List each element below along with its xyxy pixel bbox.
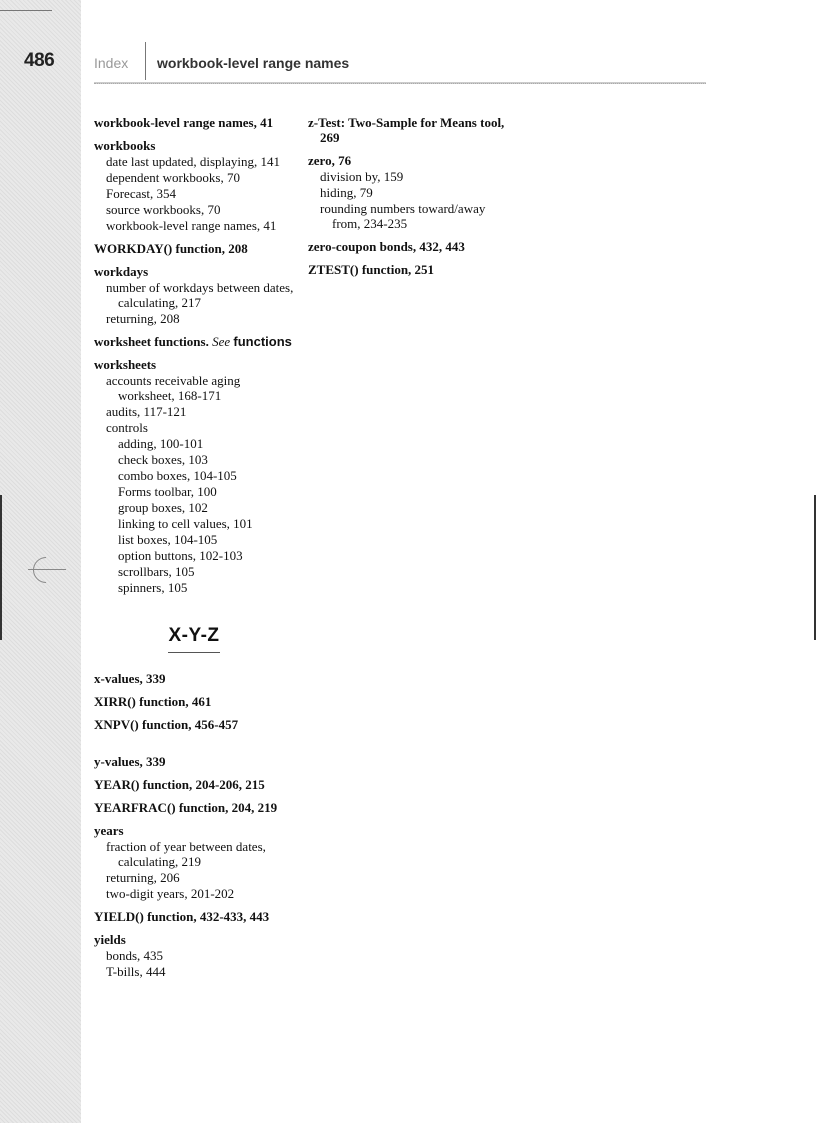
index-entry [94,500,294,515]
registration-bar-left [0,495,2,640]
index-entry-text: adding, 100-101 [118,436,204,451]
see-reference-target: functions [233,334,292,349]
page-number: 486 [24,50,55,71]
index-entry-text: ZTEST() function, 251 [308,262,435,277]
index-entry [94,241,294,256]
index-entry-text: workdays [94,264,149,279]
index-entry [94,548,294,563]
index-entry [94,115,294,130]
registration-mark-line [28,569,66,570]
index-entry-text: list boxes, 104-105 [118,532,218,547]
index-entry-text: hiding, 79 [320,185,373,200]
index-entry-text: division by, 159 [320,169,404,184]
index-entry [94,870,294,885]
index-entry [94,964,294,979]
index-entry [94,138,294,153]
index-entry [308,239,508,254]
index-entry-text: YIELD() function, 432-433, 443 [94,909,270,924]
index-entry-text: WORKDAY() function, 208 [94,241,248,256]
index-list-y [94,754,294,979]
index-entry-text: yields [94,932,126,947]
index-entry-text: y-values, 339 [94,754,166,769]
index-entry-text: number of workdays between dates, calculating, 217 [106,280,294,310]
index-entry [94,800,294,815]
index-entry [94,357,294,372]
index-entry [94,264,294,279]
index-entry [94,532,294,547]
index-entry-text: group boxes, 102 [118,500,208,515]
index-entry [308,262,508,277]
index-entry [94,334,294,349]
index-entry [94,202,294,217]
index-entry-text: audits, 117-121 [106,404,187,419]
index-entry-text: linking to cell values, 101 [118,516,253,531]
index-entry-text: years [94,823,124,838]
index-entry [308,153,508,168]
index-list-z [308,115,508,277]
index-entry [94,311,294,326]
index-entry-text: combo boxes, 104-105 [118,468,237,483]
index-entry [94,373,294,403]
index-entry-text: XIRR() function, 461 [94,694,212,709]
index-entry-text: zero-coupon bonds, 432, 443 [308,239,465,254]
index-entry-text: YEARFRAC() function, 204, 219 [94,800,278,815]
index-entry [94,218,294,233]
index-entry [94,436,294,451]
index-entry [94,754,294,769]
index-entry [94,516,294,531]
index-entry [94,564,294,579]
index-entry-text: zero, 76 [308,153,352,168]
index-entry-text: returning, 206 [106,870,180,885]
index-entry-text: XNPV() function, 456-457 [94,717,239,732]
see-label: See [212,334,231,349]
index-entry-text: scrollbars, 105 [118,564,195,579]
index-entry-text: spinners, 105 [118,580,188,595]
index-entry-text: YEAR() function, 204-206, 215 [94,777,265,792]
index-entry [94,909,294,924]
index-entry-text: check boxes, 103 [118,452,208,467]
header-section: Index [94,55,129,71]
index-entry-text: date last updated, displaying, 141 [106,154,281,169]
index-entry-text: worksheets [94,357,157,372]
index-entry-text: two-digit years, 201-202 [106,886,235,901]
index-entry [94,154,294,169]
index-column-right [308,115,508,277]
index-entry [94,948,294,963]
running-title: workbook-level range names [157,55,350,71]
index-entry [308,169,508,184]
index-entry [94,580,294,595]
index-entry [94,694,294,709]
index-entry [94,839,294,869]
index-entry [94,280,294,310]
index-entry [94,886,294,901]
index-entry [94,932,294,947]
index-list-x [94,671,294,732]
header-rule [94,82,706,84]
index-entry-text: z-Test: Two-Sample for Means tool, 269 [308,115,505,145]
index-list-w [94,115,294,595]
letter-heading [94,625,294,653]
index-entry-text: worksheet functions. [94,334,209,349]
index-entry-text: returning, 208 [106,311,180,326]
index-entry [94,404,294,419]
index-entry [308,185,508,200]
index-entry [94,170,294,185]
index-entry-text: x-values, 339 [94,671,166,686]
index-entry [308,201,508,231]
index-entry-text: option buttons, 102-103 [118,548,243,563]
index-entry-text: bonds, 435 [106,948,164,963]
index-entry-text: dependent workbooks, 70 [106,170,240,185]
index-entry-text: T-bills, 444 [106,964,166,979]
crop-mark [0,10,52,11]
index-entry-text: fraction of year between dates, calculating, 219 [106,839,266,869]
index-entry [94,452,294,467]
index-entry-text: controls [106,420,148,435]
index-column-left [94,115,294,979]
index-entry [94,484,294,499]
index-entry-text: Forecast, 354 [106,186,177,201]
index-entry [94,777,294,792]
index-entry [94,671,294,686]
letter-heading-text: X-Y-Z [168,625,219,653]
index-entry [94,717,294,732]
index-entry-text: Forms toolbar, 100 [118,484,217,499]
group-gap [94,732,294,754]
header-separator [145,42,146,80]
index-entry-text: workbook-level range names, 41 [94,115,274,130]
index-entry [308,115,508,145]
index-entry [94,468,294,483]
index-entry [94,186,294,201]
index-entry-text: rounding numbers toward/away from, 234-235 [320,201,486,231]
index-entry-text: accounts receivable aging worksheet, 168-171 [106,373,241,403]
index-entry-text: workbook-level range names, 41 [106,218,277,233]
index-entry [94,823,294,838]
index-entry-text: workbooks [94,138,156,153]
index-entry-text: source workbooks, 70 [106,202,221,217]
index-entry [94,420,294,435]
